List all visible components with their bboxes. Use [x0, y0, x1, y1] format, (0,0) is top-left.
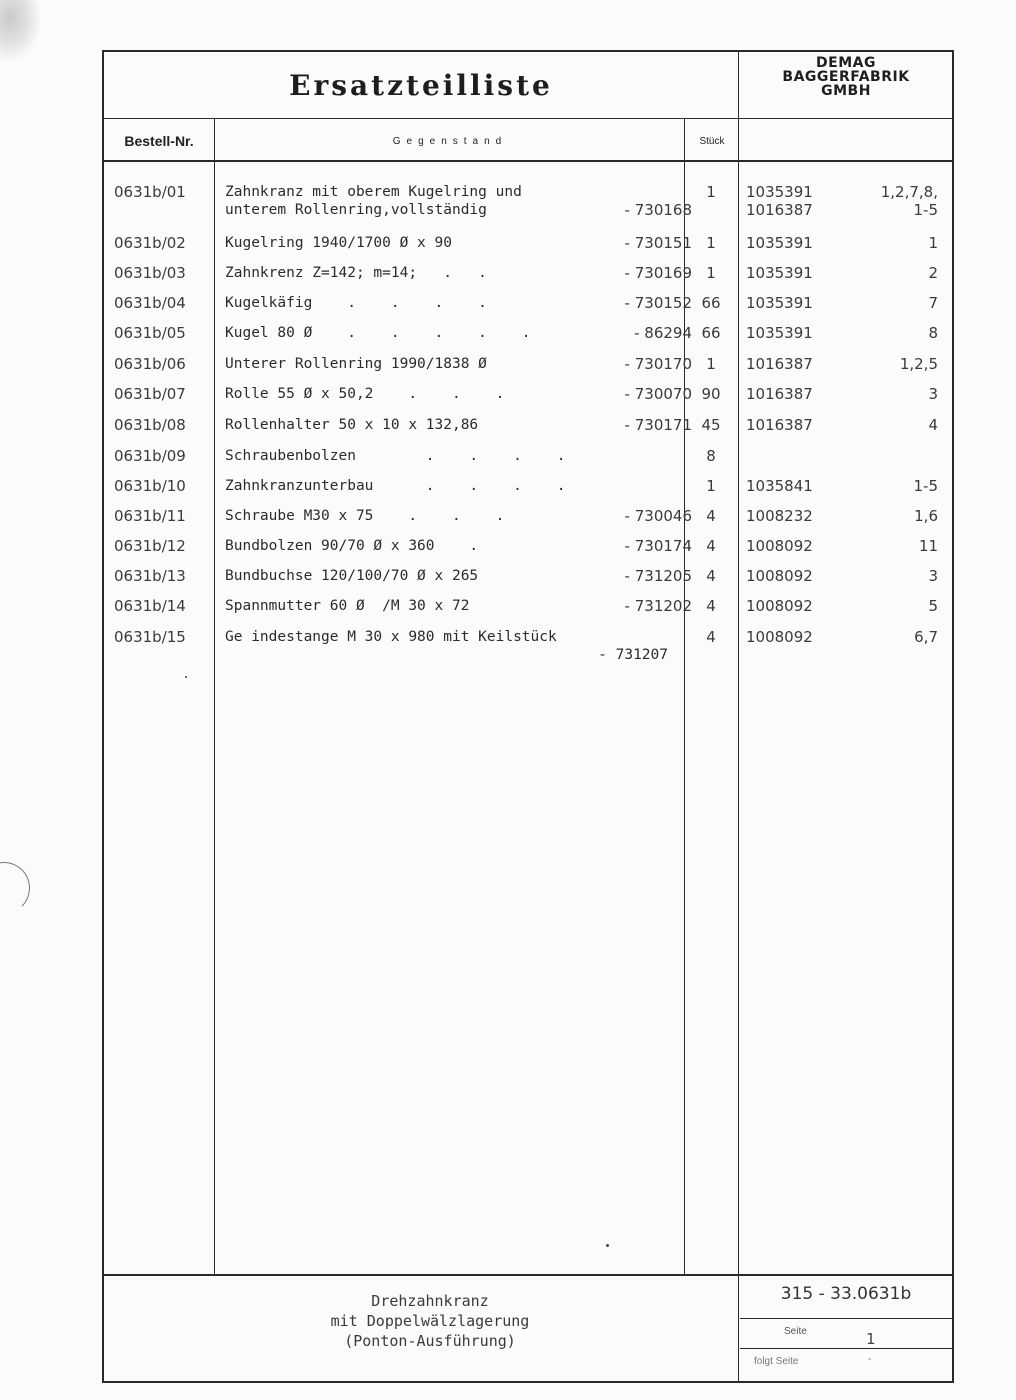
- item-description: Kugel 80 Ø . . . . .: [225, 325, 531, 341]
- footer-number-divider: [740, 1318, 952, 1319]
- item-description: Schraubenbolzen . . . .: [225, 448, 566, 464]
- item-quantity: 4: [706, 537, 716, 555]
- order-number: 0631b/01: [114, 183, 186, 201]
- column-header-gegenstand: Gegenstand: [392, 135, 508, 147]
- item-quantity: 1: [706, 264, 716, 282]
- item-description: Schraube M30 x 75 . . .: [225, 508, 505, 524]
- order-number: 0631b/05: [114, 324, 186, 342]
- footer-divider: [104, 1274, 952, 1276]
- item-description: Ge indestange M 30 x 980 mit Keilstück - 731207: [225, 629, 668, 663]
- item-description: Bundbuchse 120/100/70 Ø x 265: [225, 568, 479, 584]
- drawing-number: 1035841: [746, 477, 813, 495]
- column-line-desc: [684, 119, 685, 1275]
- drawing-position: 1,2,5: [899, 355, 938, 373]
- document-title: Ersatzteilliste: [289, 68, 553, 102]
- item-quantity: 1: [706, 183, 716, 201]
- drawing-position: 1,2,7,8, 1-5: [880, 183, 938, 219]
- item-description: Zahnkranzunterbau . . . .: [225, 478, 566, 494]
- item-quantity: 4: [706, 628, 716, 646]
- drawing-position: 1: [928, 234, 938, 252]
- drawing-position: 6,7: [914, 628, 938, 646]
- punch-hole-mark: [0, 862, 30, 914]
- order-number: 0631b/04: [114, 294, 186, 312]
- drawing-number: 1035391 1016387: [746, 183, 813, 219]
- item-description: Zahnkrenz Z=142; m=14; . .: [225, 265, 487, 281]
- item-description: Bundbolzen 90/70 Ø x 360 .: [225, 538, 479, 554]
- drawing-number: 1035391: [746, 234, 813, 252]
- footer-column-line: [738, 1276, 739, 1382]
- drawing-position: 3: [928, 385, 938, 403]
- footer-seite-divider: [740, 1348, 952, 1349]
- order-number: 0631b/12: [114, 537, 186, 555]
- order-number: 0631b/08: [114, 416, 186, 434]
- drawing-number: 1008092: [746, 567, 813, 585]
- drawing-position: 1-5: [913, 477, 938, 495]
- drawing-position: 2: [928, 264, 938, 282]
- item-quantity: 4: [706, 597, 716, 615]
- item-reference: - 730046: [624, 507, 692, 525]
- drawing-number: 1008092: [746, 597, 813, 615]
- item-reference: - 731202: [624, 597, 692, 615]
- document-number: 315 - 33.0631b: [780, 1284, 912, 1304]
- folgt-seite-value: -: [868, 1354, 872, 1365]
- column-line-nr: [214, 119, 215, 1275]
- order-number: 0631b/11: [114, 507, 186, 525]
- drawing-number: 1008232: [746, 507, 813, 525]
- order-number: 0631b/10: [114, 477, 186, 495]
- drawing-number: 1008092: [746, 537, 813, 555]
- drawing-position: 4: [928, 416, 938, 434]
- order-number: 0631b/07: [114, 385, 186, 403]
- footer-description: Drehzahnkranz mit Doppelwälzlagerung (Ponton-Ausführung): [330, 1292, 530, 1350]
- order-number: 0631b/09: [114, 447, 186, 465]
- order-number: 0631b/02: [114, 234, 186, 252]
- item-description: Rolle 55 Ø x 50,2 . . .: [225, 386, 505, 402]
- item-reference: - 730171: [624, 416, 692, 434]
- item-quantity: 45: [701, 416, 721, 434]
- item-reference: - 730168: [624, 201, 692, 219]
- drawing-position: 5: [928, 597, 938, 615]
- drawing-number: 1035391: [746, 264, 813, 282]
- order-number: 0631b/14: [114, 597, 186, 615]
- item-quantity: 4: [706, 567, 716, 585]
- item-quantity: 4: [706, 507, 716, 525]
- item-reference: - 730169: [624, 264, 692, 282]
- item-description: Kugelkäfig . . . .: [225, 295, 487, 311]
- item-quantity: 66: [701, 294, 721, 312]
- drawing-position: 11: [918, 537, 938, 555]
- order-number: 0631b/13: [114, 567, 186, 585]
- drawing-position: 7: [928, 294, 938, 312]
- item-reference: - 730070: [624, 385, 692, 403]
- folgt-seite-label: folgt Seite: [754, 1356, 799, 1367]
- order-number: 0631b/06: [114, 355, 186, 373]
- drawing-number: 1016387: [746, 385, 813, 403]
- company-divider: [738, 52, 739, 160]
- item-reference: - 730152: [624, 294, 692, 312]
- seite-label: Seite: [784, 1326, 807, 1337]
- seite-value: 1: [866, 1330, 876, 1348]
- drawing-number: 1035391: [746, 294, 813, 312]
- item-description: Rollenhalter 50 x 10 x 132,86: [225, 417, 479, 433]
- item-reference: - 731205: [624, 567, 692, 585]
- item-reference: - 730151: [624, 234, 692, 252]
- item-description: Spannmutter 60 Ø /M 30 x 72: [225, 598, 470, 614]
- item-quantity: 1: [706, 477, 716, 495]
- drawing-position: 1,6: [914, 507, 938, 525]
- header-divider: [104, 118, 952, 119]
- item-quantity: 1: [706, 234, 716, 252]
- order-number: 0631b/03: [114, 264, 186, 282]
- item-reference: - 730174: [624, 537, 692, 555]
- item-description: Unterer Rollenring 1990/1838 Ø: [225, 356, 487, 372]
- company-logo: DEMAG BAGGERFABRIK GMBH: [782, 55, 910, 99]
- drawing-number: 1008092: [746, 628, 813, 646]
- drawing-position: 3: [928, 567, 938, 585]
- item-quantity: 8: [706, 447, 716, 465]
- order-number: 0631b/15: [114, 628, 186, 646]
- item-description: Kugelring 1940/1700 Ø x 90: [225, 235, 452, 251]
- drawing-number: 1035391: [746, 324, 813, 342]
- item-description: Zahnkranz mit oberem Kugelring und unterem Rollenring,vollständig: [225, 184, 522, 218]
- column-header-stueck: Stück: [699, 135, 725, 147]
- scan-smudge: [0, 0, 40, 60]
- column-header-bestell-nr: Bestell-Nr.: [124, 133, 194, 149]
- drawing-number: 1016387: [746, 355, 813, 373]
- column-line-qty: [738, 160, 739, 1275]
- item-reference: - 86294: [634, 324, 692, 342]
- drawing-position: 8: [928, 324, 938, 342]
- stray-mark: [185, 676, 187, 678]
- drawing-number: 1016387: [746, 416, 813, 434]
- item-quantity: 90: [701, 385, 721, 403]
- item-quantity: 1: [706, 355, 716, 373]
- item-quantity: 66: [701, 324, 721, 342]
- item-reference: - 730170: [624, 355, 692, 373]
- stray-mark: [606, 1244, 609, 1247]
